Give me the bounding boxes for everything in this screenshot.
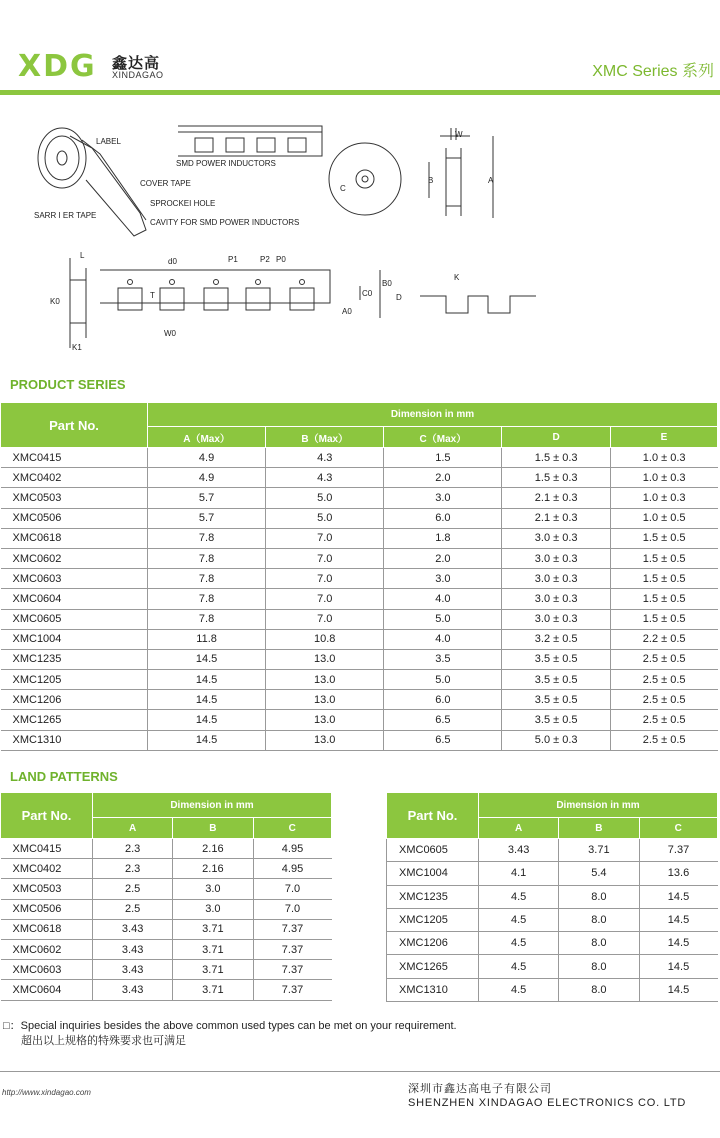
- part-number-cell: XMC0602: [1, 939, 93, 959]
- table-row: [1, 468, 718, 488]
- dimension-cell: 13.0: [266, 649, 384, 669]
- dimension-cell: 3.0 ± 0.3: [502, 569, 610, 589]
- column-header: C: [253, 818, 332, 839]
- dimension-cell: 2.5 ± 0.5: [610, 649, 717, 669]
- dimension-cell: 13.0: [266, 670, 384, 690]
- dimension-cell: 3.5 ± 0.5: [502, 690, 610, 710]
- dim-b0-label: B0: [382, 279, 392, 288]
- part-number-cell: XMC0415: [1, 839, 93, 859]
- dimension-cell: 2.5 ± 0.5: [610, 710, 717, 730]
- table-row: [387, 932, 718, 955]
- table-row: [1, 488, 718, 508]
- dimension-cell: 3.0: [384, 569, 502, 589]
- label-callout: LABEL: [96, 137, 121, 146]
- table-row: [1, 649, 718, 669]
- part-number-cell: XMC0605: [387, 839, 479, 862]
- dim-k1-label: K1: [72, 343, 82, 352]
- dimension-cell: 1.5 ± 0.5: [610, 589, 717, 609]
- dimension-cell: 7.0: [266, 609, 384, 629]
- dim-p0-label: P0: [276, 255, 286, 264]
- part-number-cell: XMC1205: [1, 670, 148, 690]
- dimension-cell: 6.0: [384, 508, 502, 528]
- dimension-cell: 8.0: [559, 908, 639, 931]
- special-inquiry-note: □：Special inquiries besides the above common used types can be met on your requirement.: [3, 1020, 457, 1032]
- dimension-cell: 4.95: [253, 839, 332, 859]
- dimension-cell: 2.16: [173, 859, 253, 879]
- dim-t-label: T: [150, 291, 155, 300]
- part-number-cell: XMC0604: [1, 980, 93, 1000]
- dimension-cell: 14.5: [639, 885, 718, 908]
- dimension-cell: 11.8: [148, 629, 266, 649]
- table-row: [1, 710, 718, 730]
- dimension-cell: 7.8: [148, 528, 266, 548]
- dimension-cell: 14.5: [639, 978, 718, 1001]
- table-row: [1, 569, 718, 589]
- table-row: [1, 528, 718, 548]
- dim-w0-label: W0: [164, 329, 176, 338]
- column-header: D: [502, 427, 610, 448]
- column-header: E: [610, 427, 717, 448]
- dimension-cell: 4.5: [479, 885, 559, 908]
- dimension-cell: 3.5 ± 0.5: [502, 710, 610, 730]
- dimension-cell: 7.37: [253, 939, 332, 959]
- dimension-cell: 2.2 ± 0.5: [610, 629, 717, 649]
- dimension-cell: 4.1: [479, 862, 559, 885]
- dimension-cell: 13.0: [266, 710, 384, 730]
- page-header: [0, 0, 720, 100]
- table-row: [387, 978, 718, 1001]
- table-row: [1, 670, 718, 690]
- dimension-cell: 3.43: [93, 960, 173, 980]
- part-number-cell: XMC1206: [1, 690, 148, 710]
- part-number-cell: XMC0618: [1, 528, 148, 548]
- dimension-cell: 2.5: [93, 899, 173, 919]
- dimension-cell: 7.0: [266, 528, 384, 548]
- dimension-cell: 8.0: [559, 932, 639, 955]
- dimension-cell: 3.2 ± 0.5: [502, 629, 610, 649]
- dim-b-label: B: [428, 176, 434, 185]
- dimension-cell: 3.0: [173, 899, 253, 919]
- dimension-cell: 2.0: [384, 468, 502, 488]
- part-number-cell: XMC1206: [387, 932, 479, 955]
- part-number-cell: XMC0603: [1, 569, 148, 589]
- part-number-cell: XMC0506: [1, 899, 93, 919]
- column-header: B（Max）: [266, 427, 384, 448]
- dimension-cell: 3.0: [173, 879, 253, 899]
- dimension-cell: 14.5: [639, 932, 718, 955]
- dimension-cell: 2.0: [384, 548, 502, 568]
- part-number-cell: XMC0506: [1, 508, 148, 528]
- cover-tape-callout: COVER TAPE: [140, 179, 191, 188]
- part-number-cell: XMC1265: [387, 955, 479, 978]
- dim-d-label: D: [396, 293, 402, 302]
- dimension-cell: 2.5 ± 0.5: [610, 690, 717, 710]
- dimension-cell: 14.5: [148, 710, 266, 730]
- dimension-cell: 3.0 ± 0.3: [502, 589, 610, 609]
- dim-p2-label: P2: [260, 255, 270, 264]
- column-header: A: [479, 818, 559, 839]
- table-row: [1, 919, 332, 939]
- dimension-cell: 7.8: [148, 548, 266, 568]
- dimension-cell: 3.71: [173, 919, 253, 939]
- cavity-callout: CAVITY FOR SMD POWER INDUCTORS: [150, 218, 300, 227]
- dimension-cell: 3.43: [93, 939, 173, 959]
- table-row: [1, 980, 332, 1000]
- special-inquiry-note-chinese: 超出以上规格的特殊要求也可满足: [21, 1035, 186, 1047]
- dimension-cell: 5.4: [559, 862, 639, 885]
- footer-rule: [0, 1071, 720, 1072]
- dimension-cell: 1.0 ± 0.3: [610, 468, 717, 488]
- dimension-cell: 4.5: [479, 978, 559, 1001]
- dimension-cell: 3.0 ± 0.3: [502, 609, 610, 629]
- column-header: B: [173, 818, 253, 839]
- dimension-cell: 5.7: [148, 508, 266, 528]
- table-row: [1, 879, 332, 899]
- dimension-cell: 1.5 ± 0.5: [610, 609, 717, 629]
- dimension-cell: 7.0: [266, 548, 384, 568]
- table-row: [1, 899, 332, 919]
- table-row: [1, 548, 718, 568]
- website-link[interactable]: http://www.xindagao.com: [2, 1088, 91, 1097]
- dimension-cell: 2.1 ± 0.3: [502, 488, 610, 508]
- dimension-cell: 7.37: [253, 980, 332, 1000]
- company-logo: XDG: [18, 49, 97, 84]
- part-number-cell: XMC0604: [1, 589, 148, 609]
- dim-a-label: A: [488, 176, 494, 185]
- dimension-cell: 4.9: [148, 468, 266, 488]
- dimension-cell: 13.0: [266, 730, 384, 750]
- part-number-cell: XMC0503: [1, 488, 148, 508]
- table-row: [1, 690, 718, 710]
- sprocket-hole-callout: SPROCKEI HOLE: [150, 199, 216, 208]
- dimension-cell: 3.5 ± 0.5: [502, 670, 610, 690]
- dimension-cell: 3.0 ± 0.3: [502, 528, 610, 548]
- dimension-cell: 4.5: [479, 955, 559, 978]
- dimension-cell: 8.0: [559, 955, 639, 978]
- series-title: XMC Series 系列: [592, 63, 714, 80]
- dimension-cell: 4.0: [384, 589, 502, 609]
- dimension-cell: 5.0: [266, 508, 384, 528]
- part-no-header: Part No.: [387, 793, 479, 839]
- table-row: [387, 862, 718, 885]
- dimension-cell: 4.5: [479, 908, 559, 931]
- brand-name-chinese: 鑫达高: [112, 55, 161, 72]
- product-series-table: [0, 402, 718, 751]
- dimension-cell: 3.71: [559, 839, 639, 862]
- dimension-cell: 3.0: [384, 488, 502, 508]
- dim-k0-label: K0: [50, 297, 60, 306]
- dimension-cell: 4.3: [266, 468, 384, 488]
- part-number-cell: XMC0602: [1, 548, 148, 568]
- table-row: [387, 955, 718, 978]
- part-number-cell: XMC0618: [1, 919, 93, 939]
- part-number-cell: XMC1004: [1, 629, 148, 649]
- dimension-cell: 1.5 ± 0.5: [610, 528, 717, 548]
- part-number-cell: XMC1205: [387, 908, 479, 931]
- table-row: [1, 859, 332, 879]
- table-row: [387, 839, 718, 862]
- dimension-cell: 1.0 ± 0.3: [610, 448, 717, 468]
- smd-power-inductors-callout: SMD POWER INDUCTORS: [176, 159, 276, 168]
- part-number-cell: XMC0402: [1, 468, 148, 488]
- dimension-cell: 14.5: [639, 908, 718, 931]
- dimension-cell: 5.0 ± 0.3: [502, 730, 610, 750]
- table-row: [387, 908, 718, 931]
- part-number-cell: XMC0402: [1, 859, 93, 879]
- table-row: [1, 629, 718, 649]
- column-header: C: [639, 818, 718, 839]
- dimension-cell: 1.0 ± 0.3: [610, 488, 717, 508]
- product-series-title: PRODUCT SERIES: [10, 377, 126, 392]
- dimension-cell: 2.5: [93, 879, 173, 899]
- dimension-cell: 2.1 ± 0.3: [502, 508, 610, 528]
- dimension-cell: 7.0: [253, 899, 332, 919]
- dimension-cell: 7.8: [148, 589, 266, 609]
- dim-l-label: L: [80, 251, 85, 260]
- column-header: B: [559, 818, 639, 839]
- dimension-cell: 8.0: [559, 978, 639, 1001]
- land-patterns-table-left: [0, 792, 332, 1001]
- dimension-cell: 5.0: [384, 670, 502, 690]
- dim-d0-label: d0: [168, 257, 177, 266]
- dimension-cell: 7.37: [639, 839, 718, 862]
- dimension-cell: 14.5: [148, 670, 266, 690]
- dimension-cell: 7.0: [266, 589, 384, 609]
- dimension-cell: 3.71: [173, 960, 253, 980]
- dimension-cell: 4.5: [479, 932, 559, 955]
- dimension-cell: 1.5 ± 0.3: [502, 448, 610, 468]
- dimension-cell: 4.95: [253, 859, 332, 879]
- dimension-cell: 3.71: [173, 939, 253, 959]
- packaging-diagrams: [0, 118, 720, 368]
- dimension-cell: 5.7: [148, 488, 266, 508]
- table-row: [1, 960, 332, 980]
- dimension-header: Dimension in mm: [479, 793, 718, 818]
- table-row: [1, 508, 718, 528]
- carrier-tape-callout: SARR I ER TAPE: [34, 211, 97, 220]
- dimension-cell: 7.37: [253, 919, 332, 939]
- dimension-cell: 2.5 ± 0.5: [610, 730, 717, 750]
- dim-k-label: K: [454, 273, 460, 282]
- dimension-cell: 10.8: [266, 629, 384, 649]
- dimension-cell: 4.0: [384, 629, 502, 649]
- dim-a0-label: A0: [342, 307, 352, 316]
- part-number-cell: XMC0605: [1, 609, 148, 629]
- table-row: [387, 885, 718, 908]
- part-number-cell: XMC1004: [387, 862, 479, 885]
- brand-name-english: XINDAGAO: [112, 70, 164, 80]
- dimension-cell: 1.5: [384, 448, 502, 468]
- dimension-header: Dimension in mm: [93, 793, 332, 818]
- dimension-cell: 2.5 ± 0.5: [610, 670, 717, 690]
- part-number-cell: XMC1235: [1, 649, 148, 669]
- dimension-cell: 2.16: [173, 839, 253, 859]
- part-number-cell: XMC0603: [1, 960, 93, 980]
- dimension-cell: 7.8: [148, 609, 266, 629]
- dim-p1-label: P1: [228, 255, 238, 264]
- dimension-cell: 3.43: [93, 919, 173, 939]
- column-header: A: [93, 818, 173, 839]
- part-number-cell: XMC0503: [1, 879, 93, 899]
- dimension-cell: 1.5 ± 0.5: [610, 548, 717, 568]
- part-number-cell: XMC1265: [1, 710, 148, 730]
- table-row: [1, 589, 718, 609]
- part-number-cell: XMC0415: [1, 448, 148, 468]
- part-no-header: Part No.: [1, 403, 148, 448]
- header-rule: [0, 90, 720, 95]
- table-row: [1, 730, 718, 750]
- dimension-cell: 6.0: [384, 690, 502, 710]
- land-patterns-title: LAND PATTERNS: [10, 769, 118, 784]
- column-header: A（Max）: [148, 427, 266, 448]
- dimension-cell: 1.8: [384, 528, 502, 548]
- dimension-cell: 14.5: [148, 690, 266, 710]
- dimension-cell: 3.0 ± 0.3: [502, 548, 610, 568]
- part-number-cell: XMC1235: [387, 885, 479, 908]
- dimension-cell: 6.5: [384, 710, 502, 730]
- dimension-cell: 6.5: [384, 730, 502, 750]
- dim-w-label: W: [455, 130, 463, 139]
- dimension-cell: 7.8: [148, 569, 266, 589]
- dimension-cell: 8.0: [559, 885, 639, 908]
- dimension-cell: 1.5 ± 0.3: [502, 468, 610, 488]
- dimension-cell: 5.0: [266, 488, 384, 508]
- dimension-cell: 4.3: [266, 448, 384, 468]
- table-row: [1, 609, 718, 629]
- dimension-cell: 4.9: [148, 448, 266, 468]
- dimension-cell: 13.0: [266, 690, 384, 710]
- dimension-header: Dimension in mm: [148, 403, 718, 427]
- dimension-cell: 14.5: [148, 649, 266, 669]
- dimension-cell: 3.5 ± 0.5: [502, 649, 610, 669]
- dimension-cell: 3.43: [93, 980, 173, 1000]
- dimension-cell: 2.3: [93, 859, 173, 879]
- dimension-cell: 7.0: [253, 879, 332, 899]
- dimension-cell: 13.6: [639, 862, 718, 885]
- dimension-cell: 1.5 ± 0.5: [610, 569, 717, 589]
- table-row: [1, 939, 332, 959]
- dim-c-label: C: [340, 184, 346, 193]
- dimension-cell: 3.71: [173, 980, 253, 1000]
- column-header: C（Max）: [384, 427, 502, 448]
- dimension-cell: 1.0 ± 0.5: [610, 508, 717, 528]
- company-name-chinese: 深圳市鑫达高电子有限公司: [408, 1083, 552, 1095]
- dimension-cell: 5.0: [384, 609, 502, 629]
- dimension-cell: 3.43: [479, 839, 559, 862]
- part-number-cell: XMC1310: [387, 978, 479, 1001]
- dimension-cell: 14.5: [148, 730, 266, 750]
- table-row: [1, 839, 332, 859]
- dimension-cell: 3.5: [384, 649, 502, 669]
- part-number-cell: XMC1310: [1, 730, 148, 750]
- table-row: [1, 448, 718, 468]
- land-patterns-table-right: [386, 792, 718, 1002]
- dimension-cell: 7.0: [266, 569, 384, 589]
- dimension-cell: 2.3: [93, 839, 173, 859]
- part-no-header: Part No.: [1, 793, 93, 839]
- company-name-english: SHENZHEN XINDAGAO ELECTRONICS CO. LTD: [408, 1097, 687, 1109]
- dimension-cell: 7.37: [253, 960, 332, 980]
- dimension-cell: 14.5: [639, 955, 718, 978]
- dim-c0-label: C0: [362, 289, 373, 298]
